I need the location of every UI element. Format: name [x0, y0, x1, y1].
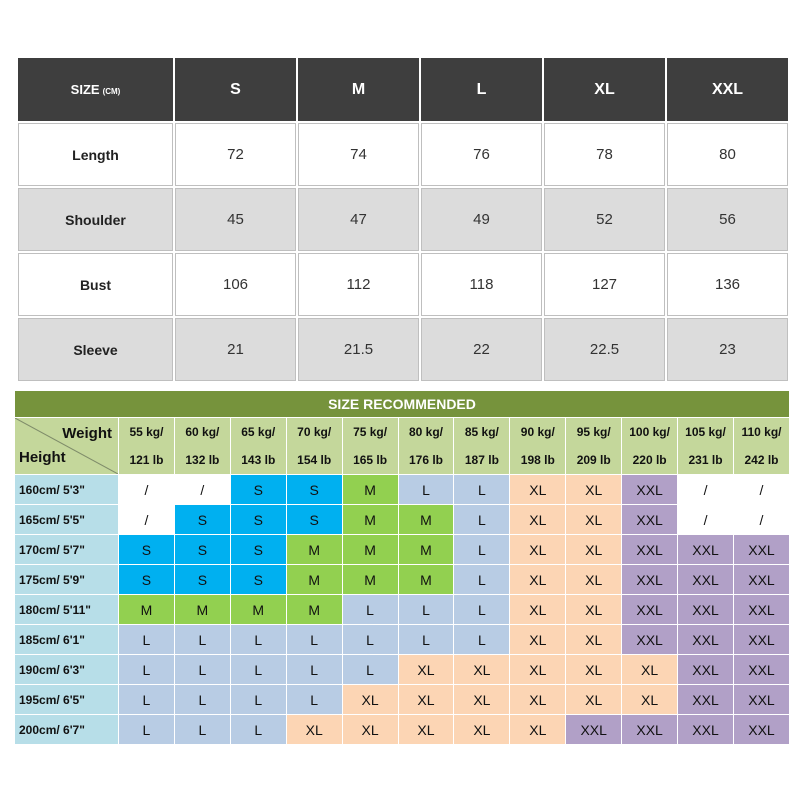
size-cell: L — [398, 595, 454, 625]
size-cell: XL — [398, 715, 454, 745]
size-cell: XXL — [678, 715, 734, 745]
weight-column-header — [286, 418, 342, 475]
size-cell: XL — [566, 595, 622, 625]
measurement-value: 127 — [544, 253, 665, 316]
size-cell: XXL — [733, 535, 789, 565]
size-cell: XXL — [733, 625, 789, 655]
size-cell: M — [342, 565, 398, 595]
size-cell: XL — [510, 625, 566, 655]
size-cell: XXL — [678, 565, 734, 595]
measurement-value: 56 — [667, 188, 788, 251]
size-cell: L — [230, 685, 286, 715]
size-cell: XXL — [622, 715, 678, 745]
size-cell: L — [398, 475, 454, 505]
size-cell: XL — [510, 565, 566, 595]
size-cell: M — [286, 595, 342, 625]
size-cell: S — [286, 505, 342, 535]
size-cell: L — [174, 685, 230, 715]
size-cell: S — [230, 505, 286, 535]
size-measurement-table — [16, 56, 790, 383]
weight-lb: 242 lb — [744, 453, 779, 467]
size-cell: XXL — [733, 655, 789, 685]
size-cell: L — [119, 715, 175, 745]
size-cell: L — [454, 505, 510, 535]
weight-label: Weight — [62, 425, 112, 442]
recommend-title-row — [15, 391, 790, 418]
size-cell: L — [286, 625, 342, 655]
weight-kg: 65 kg/ — [241, 425, 276, 439]
height-row-header: 200cm/ 6'7" — [15, 715, 119, 745]
height-row-header: 190cm/ 6'3" — [15, 655, 119, 685]
size-cell: XXL — [733, 715, 789, 745]
size-cell: M — [286, 535, 342, 565]
measurement-value: 52 — [544, 188, 665, 251]
size-cell: XXL — [733, 685, 789, 715]
size-header-xl: XL — [544, 58, 665, 121]
size-corner-unit: (CM) — [102, 87, 121, 96]
measurement-label: Length — [18, 123, 173, 186]
size-cell: / — [119, 505, 175, 535]
weight-column-header — [566, 418, 622, 475]
size-corner-header — [18, 58, 173, 121]
weight-kg: 55 kg/ — [129, 425, 164, 439]
size-cell: XXL — [678, 685, 734, 715]
size-cell: XXL — [622, 565, 678, 595]
size-cell: M — [174, 595, 230, 625]
measurement-value: 112 — [298, 253, 419, 316]
weight-kg: 110 kg/ — [741, 425, 782, 439]
height-row-header: 175cm/ 5'9" — [15, 565, 119, 595]
size-cell: XXL — [622, 535, 678, 565]
height-row-header: 170cm/ 5'7" — [15, 535, 119, 565]
measurement-value: 49 — [421, 188, 542, 251]
weight-kg: 80 kg/ — [408, 425, 443, 439]
size-cell: M — [398, 565, 454, 595]
size-cell: L — [454, 565, 510, 595]
weight-lb: 198 lb — [520, 453, 555, 467]
weight-kg: 70 kg/ — [297, 425, 332, 439]
size-cell: / — [119, 475, 175, 505]
measurement-row-shoulder — [18, 188, 788, 251]
size-cell: L — [230, 715, 286, 745]
size-cell: XL — [454, 685, 510, 715]
measurement-label: Bust — [18, 253, 173, 316]
measurement-value: 80 — [667, 123, 788, 186]
size-cell: S — [174, 565, 230, 595]
size-cell: L — [454, 535, 510, 565]
size-cell: XL — [622, 655, 678, 685]
weight-column-header — [733, 418, 789, 475]
size-cell: M — [398, 535, 454, 565]
size-cell: L — [119, 685, 175, 715]
size-cell: XL — [398, 655, 454, 685]
size-cell: / — [678, 475, 734, 505]
size-cell: L — [454, 595, 510, 625]
size-cell: XL — [566, 535, 622, 565]
size-cell: S — [230, 475, 286, 505]
size-cell: L — [342, 625, 398, 655]
size-cell: XL — [566, 655, 622, 685]
size-cell: XXL — [622, 475, 678, 505]
weight-column-header — [342, 418, 398, 475]
size-cell: / — [733, 505, 789, 535]
size-cell: XL — [510, 595, 566, 625]
size-cell: S — [286, 475, 342, 505]
weight-lb: 187 lb — [464, 453, 499, 467]
size-cell: XL — [566, 565, 622, 595]
height-row — [15, 505, 790, 535]
height-row — [15, 685, 790, 715]
size-cell: XXL — [733, 565, 789, 595]
weight-lb: 154 lb — [297, 453, 332, 467]
size-cell: M — [119, 595, 175, 625]
height-row — [15, 625, 790, 655]
weight-kg: 90 kg/ — [520, 425, 555, 439]
size-cell: XXL — [678, 655, 734, 685]
size-cell: XXL — [566, 715, 622, 745]
weight-kg: 100 kg/ — [629, 425, 670, 439]
size-cell: XL — [566, 625, 622, 655]
size-cell: M — [342, 505, 398, 535]
measurement-value: 21.5 — [298, 318, 419, 381]
size-cell: / — [174, 475, 230, 505]
recommend-body — [15, 475, 790, 745]
height-row — [15, 535, 790, 565]
measurement-value: 74 — [298, 123, 419, 186]
recommend-title: SIZE RECOMMENDED — [15, 391, 790, 418]
size-cell: L — [230, 625, 286, 655]
size-cell: XL — [622, 685, 678, 715]
size-cell: L — [174, 655, 230, 685]
measurement-value: 136 — [667, 253, 788, 316]
weight-lb: 165 lb — [353, 453, 388, 467]
size-cell: XL — [510, 505, 566, 535]
size-header-xxl: XXL — [667, 58, 788, 121]
size-cell: XL — [342, 685, 398, 715]
measurement-label: Shoulder — [18, 188, 173, 251]
size-cell: XL — [510, 535, 566, 565]
height-row — [15, 715, 790, 745]
size-cell: L — [286, 685, 342, 715]
size-cell: L — [174, 625, 230, 655]
size-cell: L — [119, 625, 175, 655]
weight-kg: 85 kg/ — [464, 425, 499, 439]
measurement-value: 78 — [544, 123, 665, 186]
size-header-s: S — [175, 58, 296, 121]
height-row-header: 180cm/ 5'11" — [15, 595, 119, 625]
measurement-row-length — [18, 123, 788, 186]
weight-lb: 220 lb — [632, 453, 667, 467]
measurement-value: 22 — [421, 318, 542, 381]
size-cell: M — [398, 505, 454, 535]
size-cell: XL — [286, 715, 342, 745]
measurement-value: 21 — [175, 318, 296, 381]
measurement-value: 23 — [667, 318, 788, 381]
weight-column-header — [398, 418, 454, 475]
size-cell: XL — [454, 715, 510, 745]
size-cell: XXL — [622, 625, 678, 655]
size-cell: S — [230, 535, 286, 565]
weight-kg: 95 kg/ — [576, 425, 611, 439]
weight-column-header — [622, 418, 678, 475]
size-cell: L — [119, 655, 175, 685]
size-cell: L — [398, 625, 454, 655]
size-cell: L — [286, 655, 342, 685]
weight-lb: 132 lb — [185, 453, 220, 467]
weight-column-header — [174, 418, 230, 475]
weight-height-corner — [15, 418, 119, 475]
size-cell: XXL — [733, 595, 789, 625]
size-cell: XXL — [678, 625, 734, 655]
weight-lb: 121 lb — [129, 453, 164, 467]
size-cell: XL — [510, 475, 566, 505]
size-cell: XL — [454, 655, 510, 685]
size-cell: XXL — [622, 595, 678, 625]
measurement-value: 45 — [175, 188, 296, 251]
weight-lb: 176 lb — [408, 453, 443, 467]
weight-kg: 60 kg/ — [185, 425, 220, 439]
weight-column-header — [119, 418, 175, 475]
height-row — [15, 475, 790, 505]
weight-column-header — [510, 418, 566, 475]
size-cell: M — [286, 565, 342, 595]
size-cell: S — [230, 565, 286, 595]
size-cell: M — [230, 595, 286, 625]
size-cell: L — [454, 475, 510, 505]
size-cell: XXL — [678, 595, 734, 625]
weight-lb: 143 lb — [241, 453, 276, 467]
size-cell: XL — [510, 715, 566, 745]
height-row-header: 165cm/ 5'5" — [15, 505, 119, 535]
height-row-header: 185cm/ 6'1" — [15, 625, 119, 655]
size-cell: XL — [566, 505, 622, 535]
size-cell: XL — [510, 655, 566, 685]
size-cell: XXL — [622, 505, 678, 535]
measurement-value: 118 — [421, 253, 542, 316]
size-cell: L — [230, 655, 286, 685]
height-row-header: 160cm/ 5'3" — [15, 475, 119, 505]
height-row — [15, 655, 790, 685]
height-row — [15, 595, 790, 625]
height-row — [15, 565, 790, 595]
size-header-m: M — [298, 58, 419, 121]
size-cell: L — [174, 715, 230, 745]
measurement-value: 47 — [298, 188, 419, 251]
size-cell: S — [174, 505, 230, 535]
measurement-row-sleeve — [18, 318, 788, 381]
height-label: Height — [19, 449, 66, 466]
weight-kg: 75 kg/ — [353, 425, 388, 439]
size-cell: M — [342, 475, 398, 505]
size-header-l: L — [421, 58, 542, 121]
size-cell: S — [174, 535, 230, 565]
size-cell: S — [119, 535, 175, 565]
weight-column-header — [454, 418, 510, 475]
size-cell: XXL — [678, 535, 734, 565]
weight-lb: 209 lb — [576, 453, 611, 467]
measurement-value: 72 — [175, 123, 296, 186]
size-cell: L — [342, 595, 398, 625]
weight-lb: 231 lb — [688, 453, 723, 467]
weight-column-header — [230, 418, 286, 475]
size-cell: XL — [510, 685, 566, 715]
measurement-header-row — [18, 58, 788, 121]
size-cell: XL — [566, 475, 622, 505]
weight-header-row — [15, 418, 790, 475]
size-cell: XL — [566, 685, 622, 715]
size-cell: L — [454, 625, 510, 655]
size-cell: L — [342, 655, 398, 685]
size-corner-label: SIZE — [70, 82, 100, 97]
measurement-value: 76 — [421, 123, 542, 186]
weight-column-header — [678, 418, 734, 475]
size-cell: M — [342, 535, 398, 565]
size-recommendation-table — [14, 390, 790, 745]
size-cell: XL — [342, 715, 398, 745]
measurement-value: 22.5 — [544, 318, 665, 381]
measurement-label: Sleeve — [18, 318, 173, 381]
weight-kg: 105 kg/ — [685, 425, 726, 439]
size-cell: / — [678, 505, 734, 535]
measurement-row-bust — [18, 253, 788, 316]
size-cell: S — [119, 565, 175, 595]
measurement-value: 106 — [175, 253, 296, 316]
height-row-header: 195cm/ 6'5" — [15, 685, 119, 715]
size-cell: XL — [398, 685, 454, 715]
size-cell: / — [733, 475, 789, 505]
